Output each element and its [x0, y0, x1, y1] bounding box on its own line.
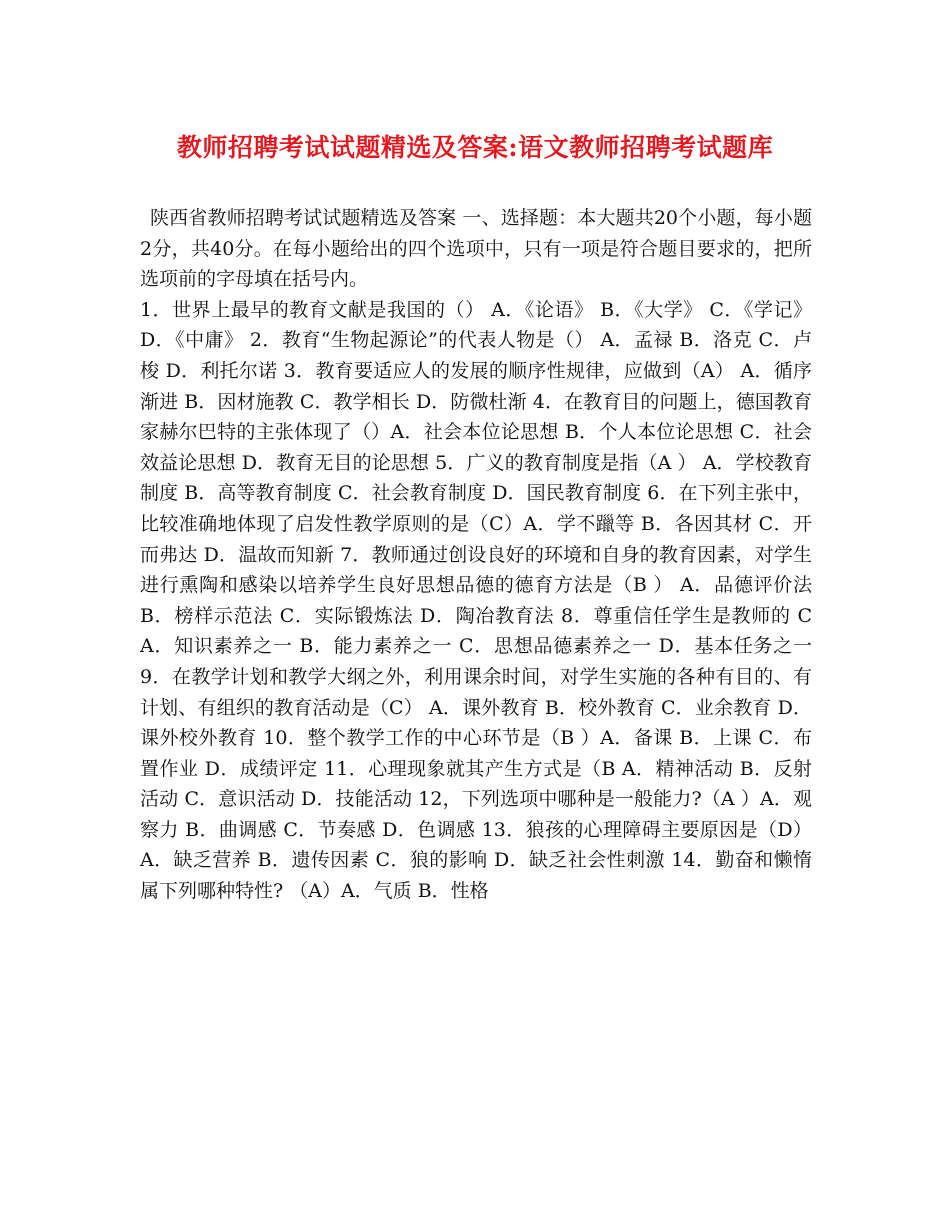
questions-paragraph: 1．世界上最早的教育文献是我国的（） A．《论语》 B．《大学》 C．《学记》 D．《中庸》 2．教育“生物起源论”的代表人物是（） A．孟禄 B．洛克 C．卢梭 D．利托尔诺 3．教育要适应人的发展的顺序性规律，应做到（A） A．循序渐进 B．因材施教 C．教学相长 D．防微杜渐 4．在教育目的问题上，德国教育家赫尔巴特的主张体现了（）A．社会本位论思想 B．个人本位论思想 C．社会效益论思想 D．教育无目的论思想 5．广义的教育制度是指（A ） A．学校教育制度 B．高等教育制度 C．社会教育制度 D．国民教育制度 6．在下列主张中，比较准确地体现了启发性教学原则的是（C）A．学不躐等 B．各因其材 C．开而弗达 D．温故而知新 7．教师通过创设良好的环境和自身的教育因素，对学生进行熏陶和感染以培养学生良好思想品德的德育方法是（B ） A．品德评价法 B．榜样示范法 C．实际锻炼法 D．陶冶教育法 8．尊重信任学生是教师的 C A．知识素养之一 B．能力素养之一 C．思想品德素养之一 D．基本任务之一 9．在教学计划和教学大纲之外，利用课余时间，对学生实施的各种有目的、有计划、有组织的教育活动是（C） A．课外教育 B．校外教育 C．业余教育 D．课外校外教育 10．整个教学工作的中心环节是（B ）A．备课 B．上课 C．布置作业 D．成绩评定 11．心理现象就其产生方式是（B A．精神活动 B．反射活动 C．意识活动 D．技能活动 12，下列选项中哪种是一般能力?（A ）A．观察力 B．曲调感 C．节奏感 D．色调感 13．狼孩的心理障碍主要原因是（D）A．缺乏营养 B．遗传因素 C．狼的影响 D．缺乏社会性刺激 14．勤奋和懒惰属下列哪种特性? （A）A．气质 B．性格: [140, 298, 812, 903]
intro-paragraph: 陕西省教师招聘考试试题精选及答案 一、选择题：本大题共20个小题，每小题2分，共40分。在每小题给出的四个选项中，只有一项是符合题目要求的，把所选项前的字母填在括号内。: [140, 207, 812, 291]
document-title: 教师招聘考试试题精选及答案:语文教师招聘考试题库: [176, 133, 774, 162]
document-body: [140, 203, 812, 907]
